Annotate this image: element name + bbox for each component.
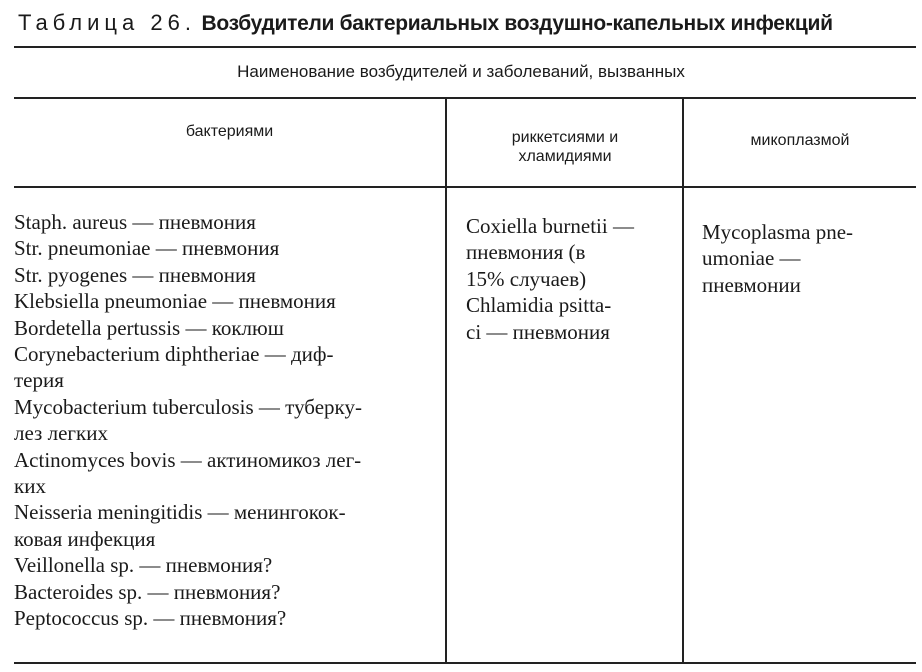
table-cell-line: Str. pyogenes — пневмония	[14, 262, 256, 287]
table-cell-line: пневмонии	[702, 272, 801, 297]
table-cell-line: umoniae —	[702, 246, 801, 271]
rule-under-column-headings	[14, 186, 916, 188]
table-cell-line: терия	[14, 368, 64, 393]
rickettsia-cell	[466, 213, 634, 345]
table-cell-line: Str. pneumoniae — пневмония	[14, 236, 280, 261]
table-caption	[18, 10, 833, 36]
table-cell-line: ci — пневмония	[466, 319, 610, 344]
bacteria-cell	[14, 209, 362, 632]
table-cell-line: Neisseria meningitidis — менингокок-	[14, 500, 346, 525]
mycoplasma-cell	[702, 219, 853, 298]
column-heading-mycoplasma: микоплазмой	[750, 132, 850, 149]
table-cell-line: Corynebacterium diphtheriae — диф-	[14, 342, 334, 367]
rule-under-header	[14, 97, 916, 99]
rule-top	[14, 46, 916, 48]
column-heading-rickettsia: риккетсиями и хламидиями	[511, 129, 619, 165]
table-cell-line: ковая инфекция	[14, 526, 156, 551]
table-cell-line: Veillonella sp. — пневмония?	[14, 553, 273, 578]
table-cell-line: ких	[14, 474, 46, 499]
table-cell-line: Chlamidia psitta-	[466, 293, 612, 318]
table-cell-line: Actinomyces bovis — актиномикоз лег-	[14, 447, 362, 472]
column-divider-1	[445, 99, 447, 662]
table-header: Наименование возбудителей и заболеваний, вызванных	[237, 62, 685, 81]
table-cell-line: лез легких	[14, 421, 108, 446]
table-label: Таблица 26.	[18, 10, 196, 35]
column-divider-2	[682, 99, 684, 662]
table-cell-line: 15% случаев)	[466, 266, 587, 291]
table-title: Возбудители бактериальных воздушно-капельных инфекций	[201, 12, 833, 35]
column-heading-bacteria: бактериями	[185, 123, 274, 140]
table-cell-line: Mycoplasma pne-	[702, 220, 854, 244]
table-cell-line: Bacteroides sp. — пневмония?	[14, 579, 281, 604]
table-cell-line: Peptococcus sp. — пневмония?	[14, 606, 287, 631]
table-cell-line: пневмония (в	[466, 240, 586, 265]
table-cell-line: Coxiella burnetii —	[466, 214, 634, 238]
table-cell-line: Bordetella pertussis — коклюш	[14, 315, 284, 340]
table-cell-line: Mycobacterium tuberculosis — туберку-	[14, 394, 362, 419]
table-cell-line: Staph. aureus — пневмония	[14, 210, 256, 234]
rule-bottom	[14, 662, 916, 664]
table-cell-line: Klebsiella pneumoniae — пневмония	[14, 289, 336, 314]
